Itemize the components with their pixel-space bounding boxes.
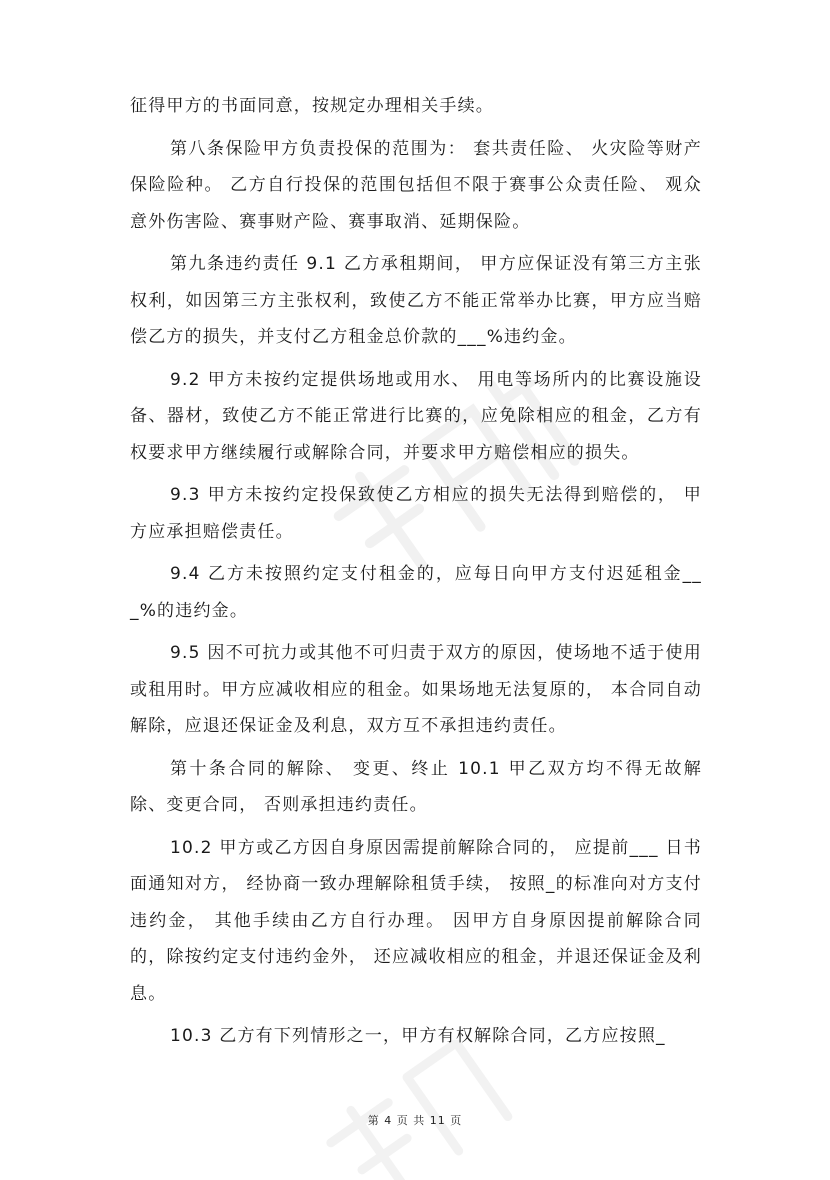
paragraph-article-8-insurance: 第八条保险甲方负责投保的范围为： 套共责任险、 火灾险等财产保险险种。 乙方自行投保的范围包括但不限于赛事公众责任险、 观众意外伤害险、赛事财产险、赛事取消、延期保险。 xyxy=(130,138,702,232)
page-footer: 第 4 页 共 11 页 xyxy=(367,1114,463,1127)
paragraph-9-2: 9.2 甲方未按约定提供场地或用水、 用电等场所内的比赛设施设备、器材，致使乙方不能正常进行比赛的，应免除相应的租金，乙方有权要求甲方继续履行或解除合同，并要求甲方赔偿相应的损失。 xyxy=(130,369,702,463)
paragraph-10-2: 10.2 甲方或乙方因自身原因需提前解除合同的， 应提前___ 日书面通知对方， 经协商一致办理解除租赁手续， 按照_的标准向对方支付违约金， 其他手续由乙方自行办理。 因甲方自身原因提前解除合同的，除按约定支付违约金外， 还应减收相应的租金，并退还保证金及利息。 xyxy=(130,837,702,1004)
paragraph-9-4: 9.4 乙方未按照约定支付租金的，应每日向甲方支付迟延租金___%的违约金。 xyxy=(130,564,702,621)
paragraph-article-10-1: 第十条合同的解除、 变更、终止 10.1 甲乙双方均不得无故解除、变更合同， 否则承担违约责任。 xyxy=(130,758,702,815)
watermark-stamp-lower xyxy=(300,1040,560,1180)
paragraph-9-5: 9.5 因不可抗力或其他不可归责于双方的原因，使场地不适于使用或租用时。甲方应减收相应的租金。如果场地无法复原的， 本合同自动解除，应退还保证金及利息，双方互不承担违约责任。 xyxy=(130,643,702,736)
paragraph-10-3: 10.3 乙方有下列情形之一，甲方有权解除合同，乙方应按照_ xyxy=(170,1026,666,1046)
paragraph-continuation: 征得甲方的书面同意，按规定办理相关手续。 xyxy=(130,96,494,116)
paragraph-9-3: 9.3 甲方未按约定投保致使乙方相应的损失无法得到赔偿的， 甲方应承担赔偿责任。 xyxy=(130,485,702,542)
document-body xyxy=(130,88,702,1061)
paragraph-article-9-1: 第九条违约责任 9.1 乙方承租期间， 甲方应保证没有第三方主张权利，如因第三方主张权利，致使乙方不能正常举办比赛，甲方应当赔偿乙方的损失，并支付乙方租金总价款的___%违约金。 xyxy=(130,254,702,347)
